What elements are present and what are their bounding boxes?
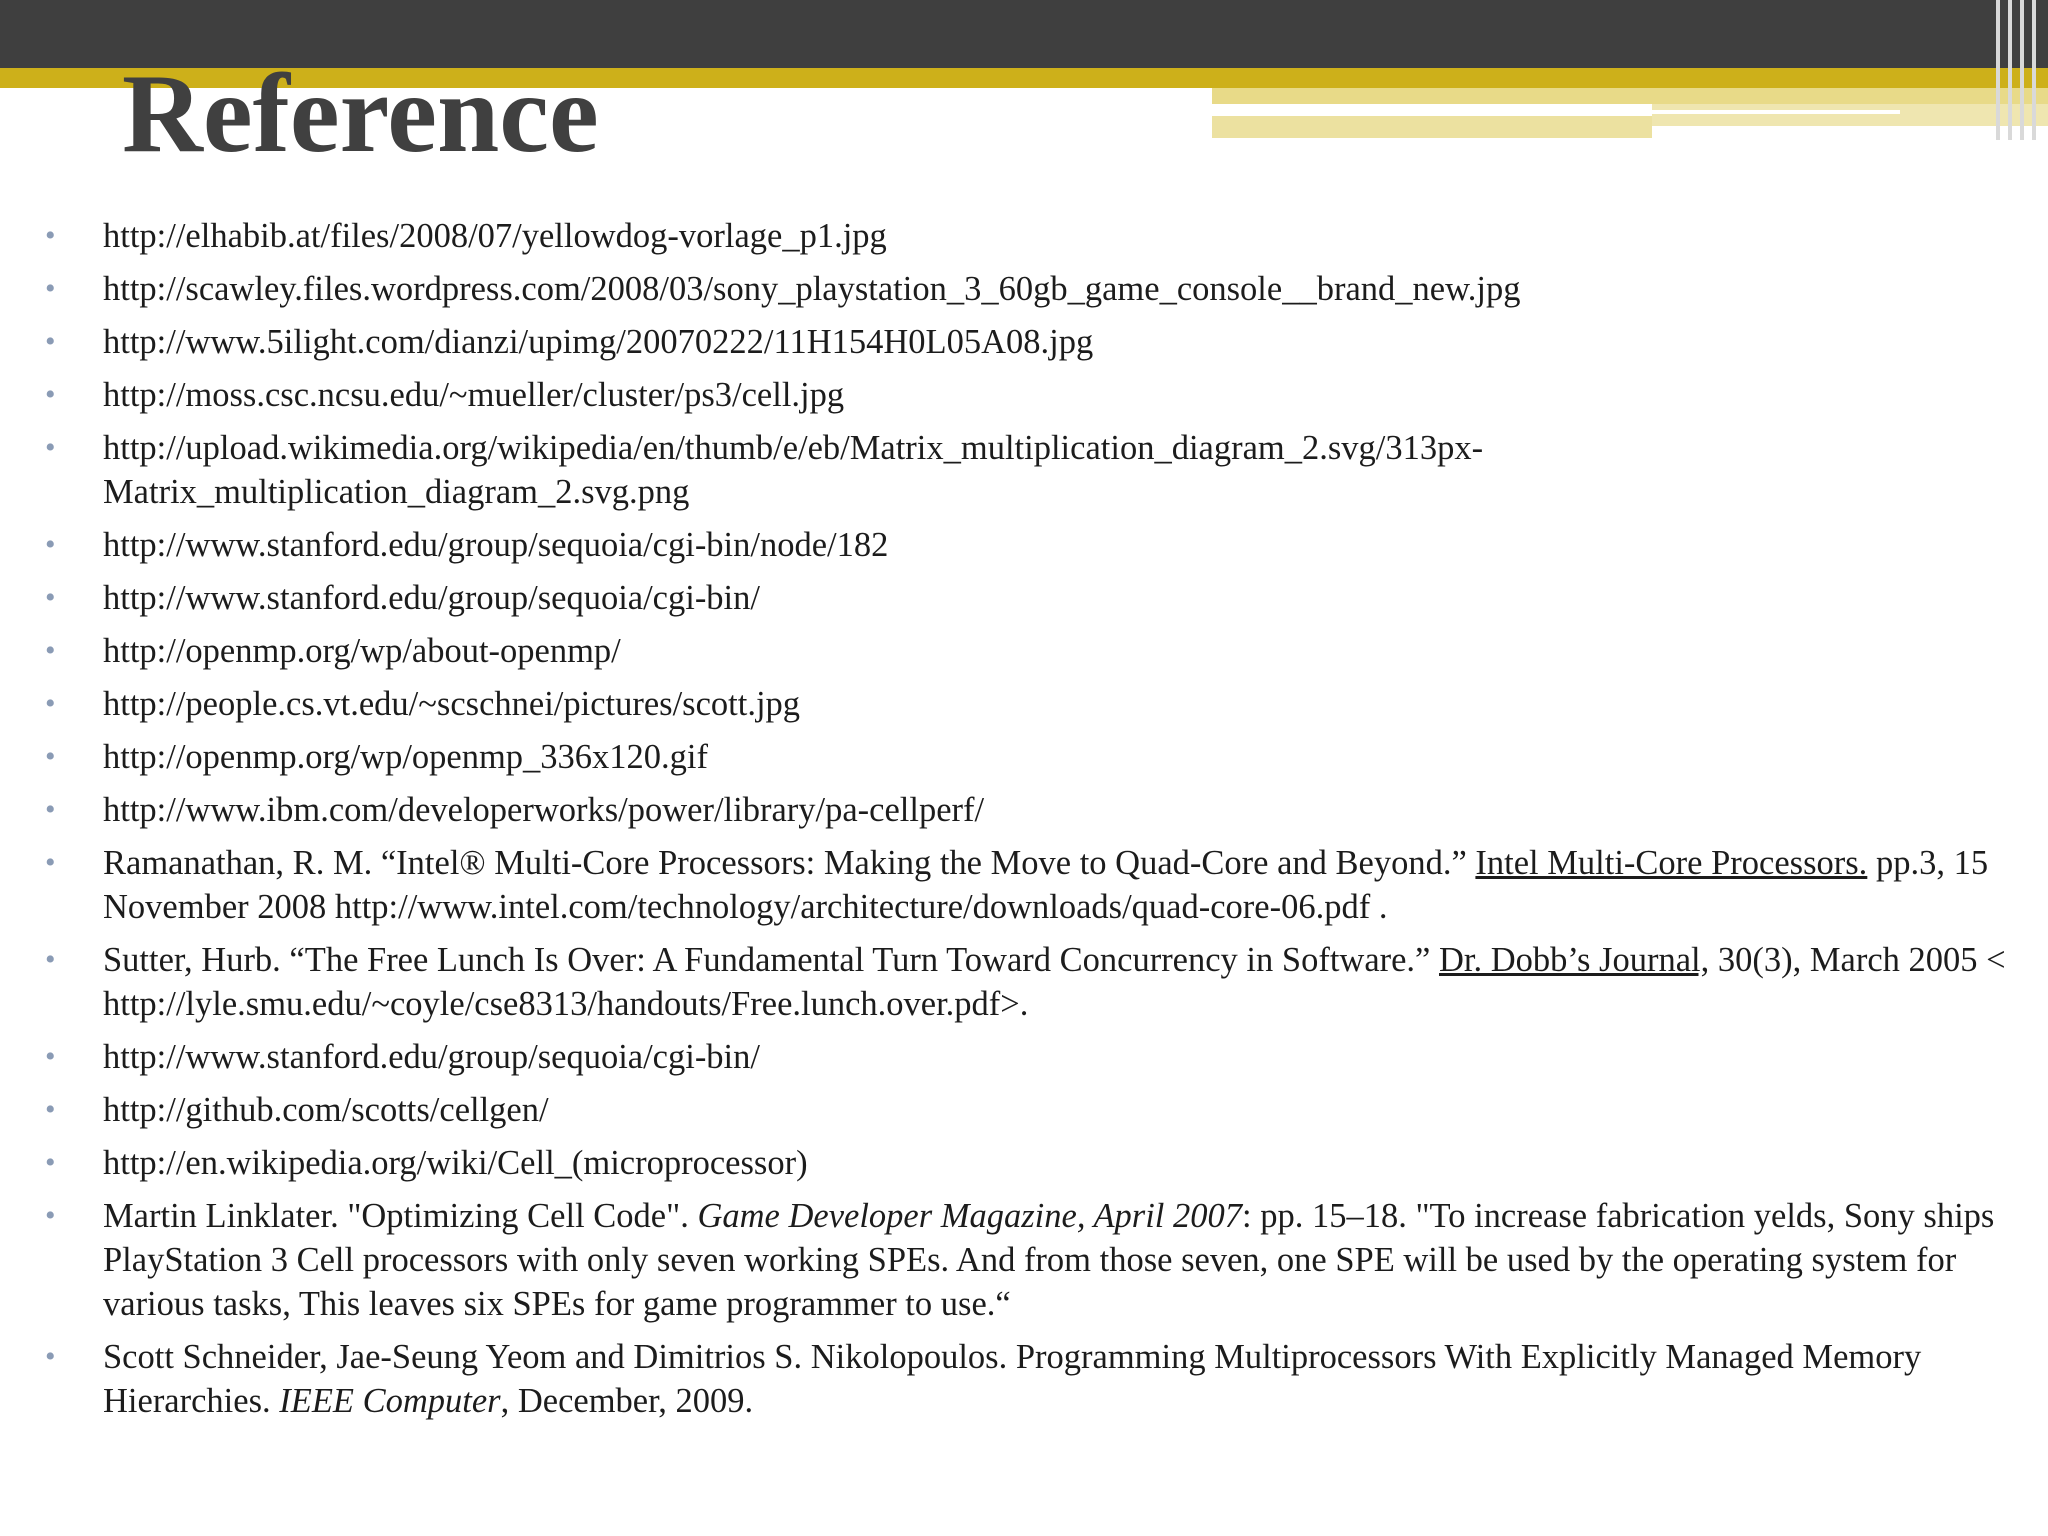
- slide-title: Reference: [122, 52, 599, 176]
- reference-text: http://www.ibm.com/developerworks/power/library/pa-cellperf/: [103, 791, 985, 829]
- bullet-icon: •: [45, 687, 56, 720]
- reference-item: [0, 841, 2048, 929]
- reference-text: http://scawley.files.wordpress.com/2008/03/sony_playstation_3_60gb_game_console__brand_new.jpg: [103, 270, 1521, 308]
- header-gold-light-band-right: [1212, 88, 2048, 104]
- reference-publication: IEEE Computer: [279, 1382, 501, 1420]
- reference-text: http://openmp.org/wp/about-openmp/: [103, 632, 621, 670]
- bullet-icon: •: [45, 431, 56, 464]
- reference-text: : pp. 15–18. "To increase fabrication yelds, Sony ships PlayStation 3 Cell processors with only seven working SPEs. And from those seven, one SPE will be used by the operating system for various tasks, This leaves six SPEs for game programmer to use.“: [103, 1197, 1995, 1323]
- reference-item: [0, 735, 2048, 779]
- reference-item: [0, 629, 2048, 673]
- bullet-icon: •: [45, 1093, 56, 1126]
- bullet-icon: •: [45, 325, 56, 358]
- reference-text: http://www.stanford.edu/group/sequoia/cgi-bin/: [103, 579, 760, 617]
- reference-source-title: Intel Multi-Core Processors.: [1475, 844, 1868, 882]
- reference-item: [0, 1035, 2048, 1079]
- bullet-icon: •: [45, 793, 56, 826]
- bullet-icon: •: [45, 943, 56, 976]
- reference-item: [0, 1194, 2048, 1326]
- reference-text: http://upload.wikimedia.org/wikipedia/en/thumb/e/eb/Matrix_multiplication_diagram_2.svg/313px-Matrix_multiplication_diagram_2.svg.png: [103, 429, 1484, 511]
- reference-text: http://elhabib.at/files/2008/07/yellowdog-vorlage_p1.jpg: [103, 217, 887, 255]
- reference-text: Ramanathan, R. M. “Intel® Multi-Core Processors: Making the Move to Quad-Core and Beyond.”: [103, 844, 1476, 882]
- reference-text: http://moss.csc.ncsu.edu/~mueller/cluster/ps3/cell.jpg: [103, 376, 845, 414]
- reference-text: Scott Schneider, Jae-Seung Yeom and Dimitrios S. Nikolopoulos. Programming Multiprocessors With Explicitly Managed Memory Hierarchies.: [103, 1338, 1922, 1420]
- bullet-icon: •: [45, 528, 56, 561]
- bullet-icon: •: [45, 272, 56, 305]
- reference-source-title: Dr. Dobb’s Journal,: [1439, 941, 1710, 979]
- reference-text: , December, 2009.: [500, 1382, 754, 1420]
- bullet-icon: •: [45, 219, 56, 252]
- bullet-icon: •: [45, 634, 56, 667]
- reference-text: http://openmp.org/wp/openmp_336x120.gif: [103, 738, 708, 776]
- bullet-icon: •: [45, 1199, 56, 1232]
- reference-text: http://www.stanford.edu/group/sequoia/cgi-bin/node/182: [103, 526, 889, 564]
- reference-text: Martin Linklater. "Optimizing Cell Code".: [103, 1197, 698, 1235]
- reference-item: [0, 267, 2048, 311]
- bullet-icon: •: [45, 846, 56, 879]
- reference-item: [0, 1141, 2048, 1185]
- reference-item: [0, 576, 2048, 620]
- bullet-icon: •: [45, 1340, 56, 1373]
- reference-item: [0, 320, 2048, 364]
- header-gold-accent-bar-far: [1652, 104, 2048, 126]
- reference-text: Sutter, Hurb. “The Free Lunch Is Over: A Fundamental Turn Toward Concurrency in Software.”: [103, 941, 1439, 979]
- reference-item: [0, 373, 2048, 417]
- header-highlight-line: [1420, 110, 1900, 114]
- reference-text: pp.3, 15 November 2008 http://www.intel.com/technology/architecture/downloads/quad-core-06.pdf .: [103, 844, 1989, 926]
- bullet-icon: •: [45, 1040, 56, 1073]
- reference-text: http://www.stanford.edu/group/sequoia/cgi-bin/: [103, 1038, 760, 1076]
- reference-item: [0, 938, 2048, 1026]
- reference-text: http://people.cs.vt.edu/~scschnei/pictures/scott.jpg: [103, 685, 801, 723]
- bullet-icon: •: [45, 740, 56, 773]
- reference-item: [0, 523, 2048, 567]
- reference-text: http://www.5ilight.com/dianzi/upimg/20070222/11H154H0L05A08.jpg: [103, 323, 1094, 361]
- reference-item: [0, 788, 2048, 832]
- reference-text: 30(3), March 2005 < http://lyle.smu.edu/~coyle/cse8313/handouts/Free.lunch.over.pdf>.: [103, 941, 2006, 1023]
- reference-item: [0, 1335, 2048, 1423]
- reference-list: [0, 214, 2048, 1432]
- bullet-icon: •: [45, 378, 56, 411]
- reference-text: http://en.wikipedia.org/wiki/Cell_(microprocessor): [103, 1144, 808, 1182]
- reference-item: [0, 214, 2048, 258]
- bullet-icon: •: [45, 581, 56, 614]
- header-edge-stripes: [1992, 0, 2048, 140]
- reference-publication: Game Developer Magazine, April 2007: [697, 1197, 1243, 1235]
- bullet-icon: •: [45, 1146, 56, 1179]
- reference-item: [0, 1088, 2048, 1132]
- reference-text: http://github.com/scotts/cellgen/: [103, 1091, 549, 1129]
- reference-item: [0, 682, 2048, 726]
- reference-item: [0, 426, 2048, 514]
- header-gold-accent-bar: [1212, 116, 1652, 138]
